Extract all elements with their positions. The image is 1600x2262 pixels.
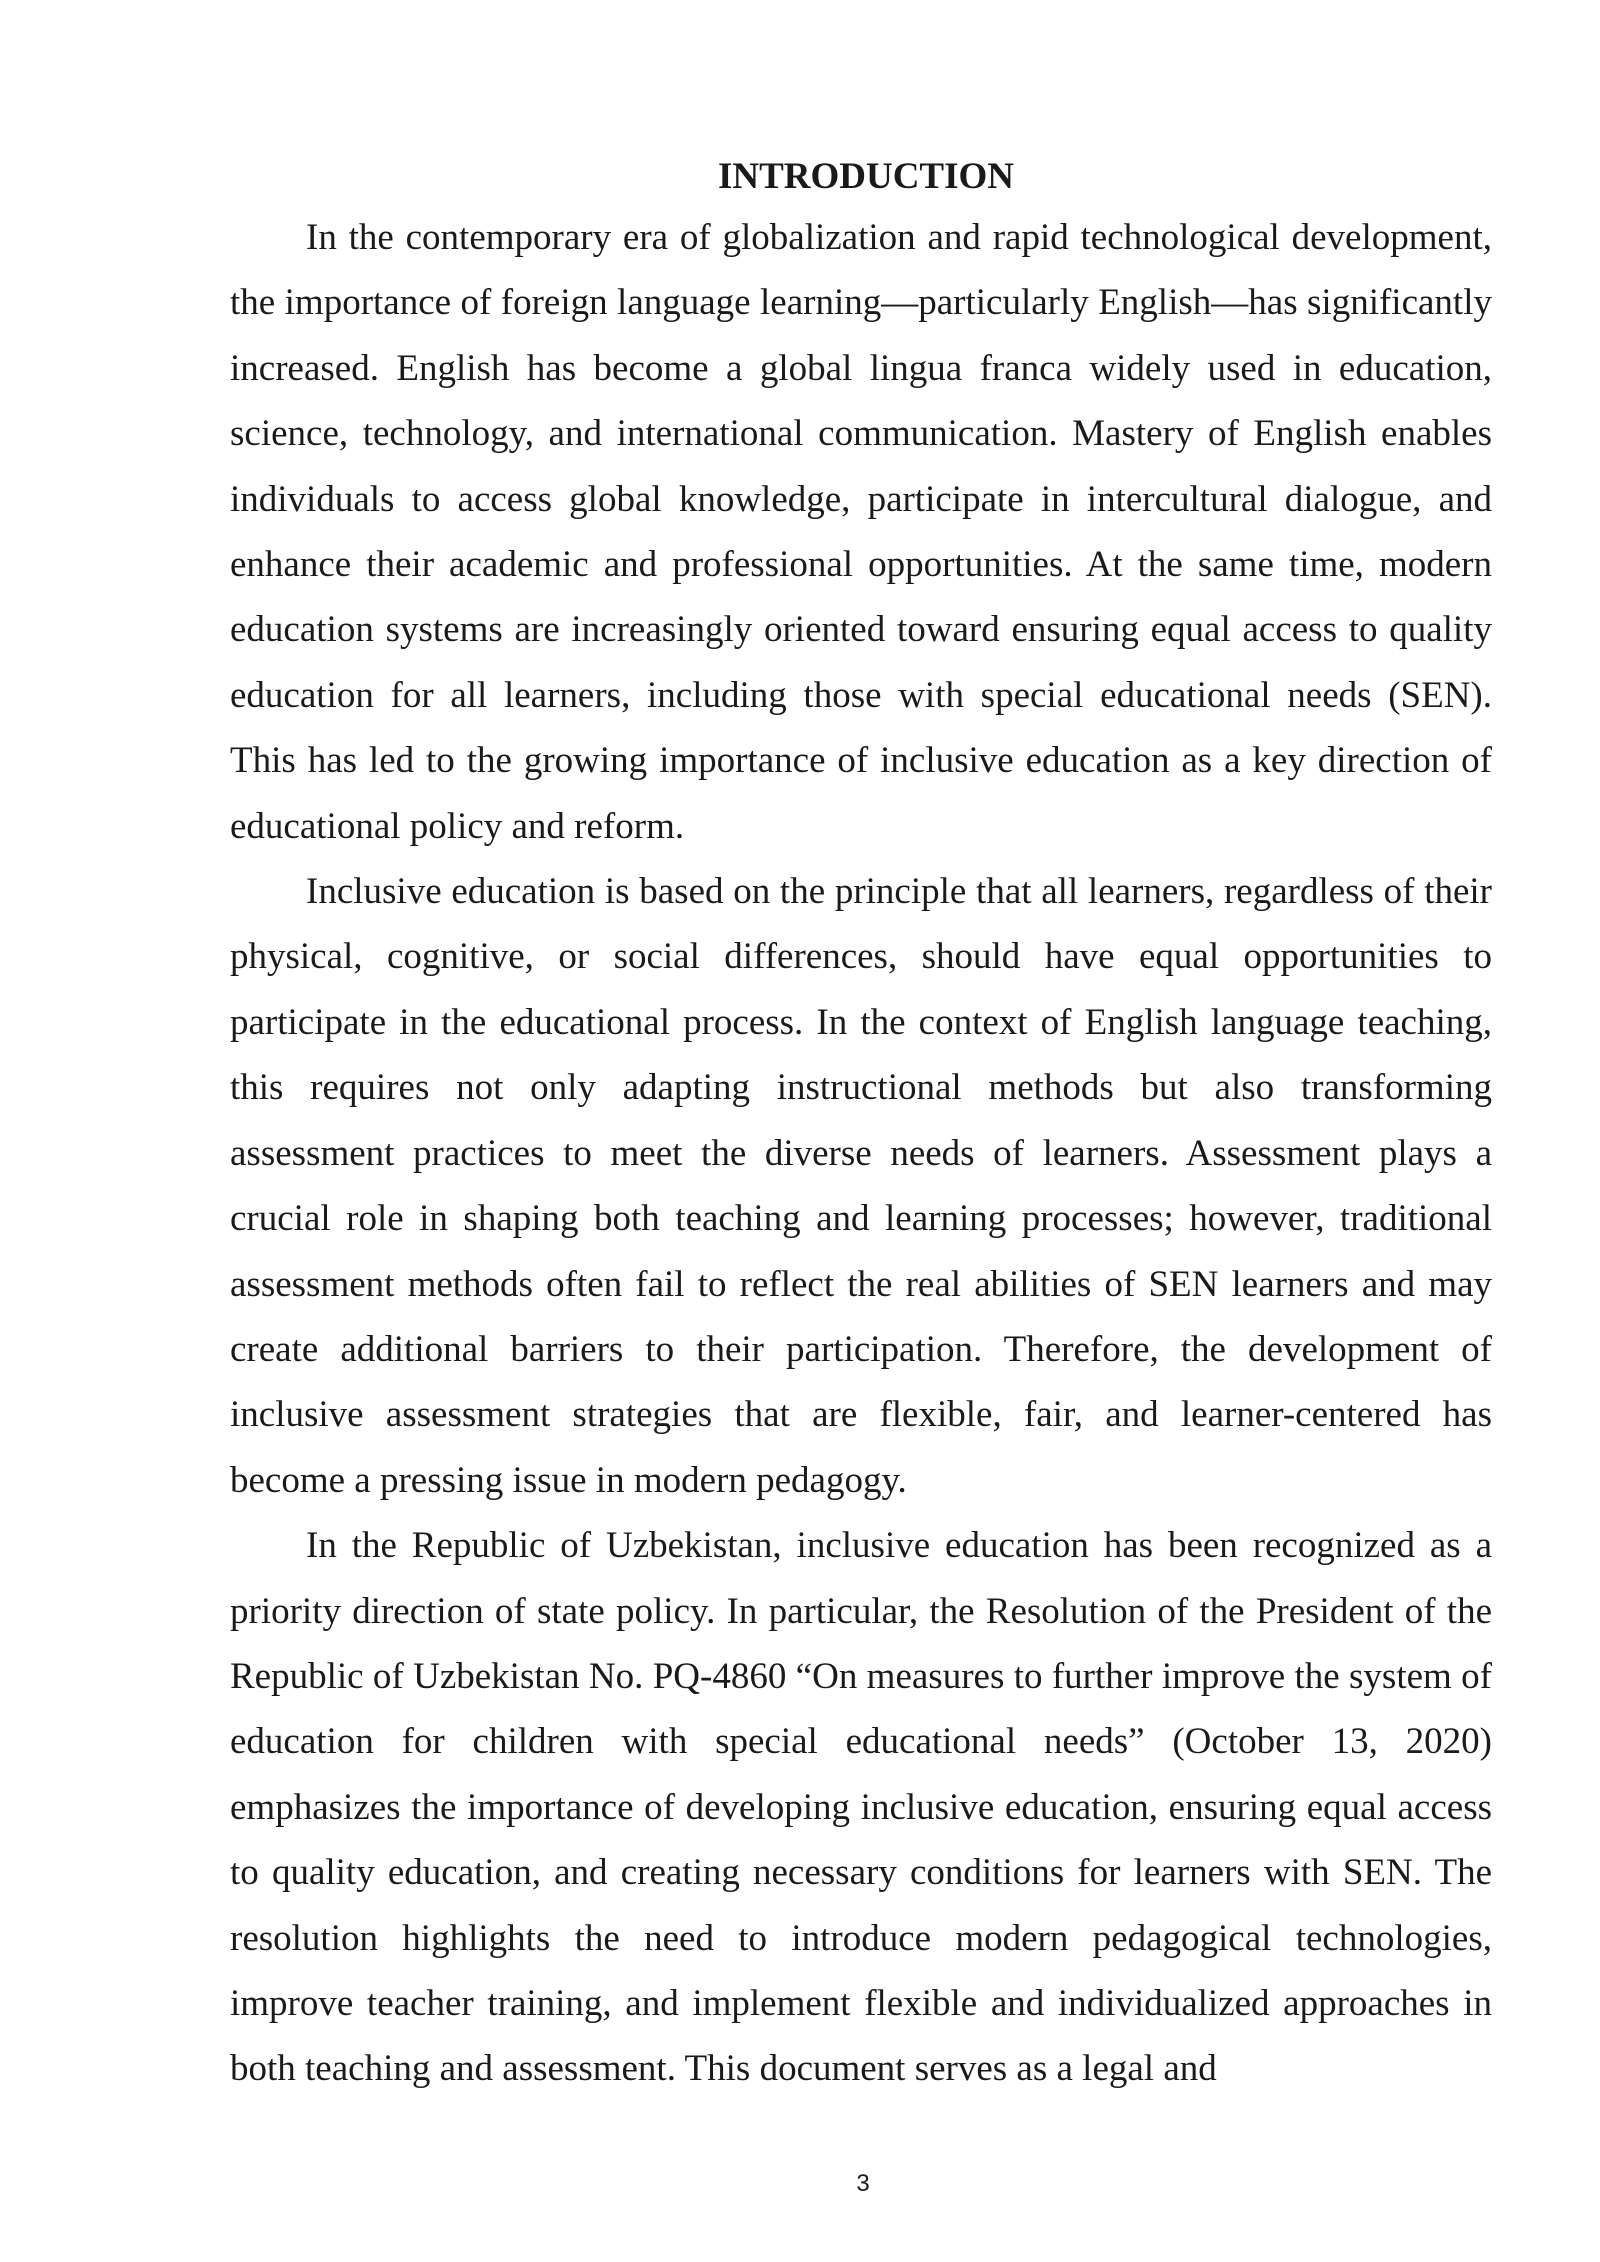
- page-content: [230, 148, 1492, 2102]
- paragraph-3: In the Republic of Uzbekistan, inclusive education has been recognized as a priority direction of state policy. In particular, the Resolution of the President of the Republic of Uzbekistan No. PQ-4860 “On measures to further improve the system of education for children with special educational needs” (October 13, 2020) emphasizes the importance of developing inclusive education, ensuring equal access to quality education, and creating necessary conditions for learners with SEN. The resolution highlights the need to introduce modern pedagogical technologies, improve teacher training, and implement flexible and individualized approaches in both teaching and assessment. This document serves as a legal and: [230, 1525, 1492, 2090]
- page-number: 3: [856, 2170, 870, 2197]
- paragraph-2: Inclusive education is based on the principle that all learners, regardless of their physical, cognitive, or social differences, should have equal opportunities to participate in the educational process. In the context of English language teaching, this requires not only adapting instructional methods but also transforming assessment practices to meet the diverse needs of learners. Assessment plays a crucial role in shaping both teaching and learning processes; however, traditional assessment methods often fail to reflect the real abilities of SEN learners and may create additional barriers to their participation. Therefore, the development of inclusive assessment strategies that are flexible, fair, and learner-centered has become a pressing issue in modern pedagogy.: [230, 871, 1492, 1501]
- paragraph-1: In the contemporary era of globalization and rapid technological development, the importance of foreign language learning—particularly English—has significantly increased. English has become a global lingua franca widely used in education, science, technology, and international communication. Mastery of English enables individuals to access global knowledge, participate in intercultural dialogue, and enhance their academic and professional opportunities. At the same time, modern education systems are increasingly oriented toward ensuring equal access to quality education for all learners, including those with special educational needs (SEN). This has led to the growing importance of inclusive education as a key direction of educational policy and reform.: [230, 217, 1492, 847]
- section-title: INTRODUCTION: [717, 156, 1015, 197]
